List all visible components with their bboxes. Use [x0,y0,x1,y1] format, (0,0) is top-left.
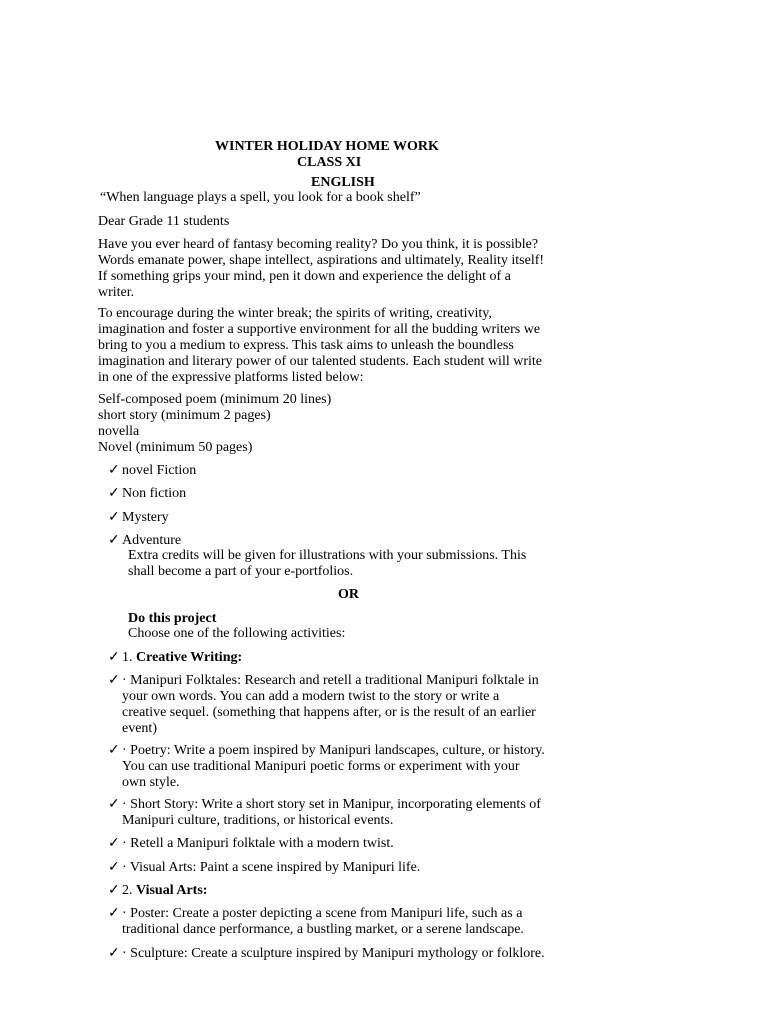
activity-line: event) [122,721,157,736]
check-icon: ✓ [108,797,120,812]
extra-credit-note [128,548,526,580]
project-heading: Do this project [128,611,217,626]
subject-heading: ENGLISH [311,175,375,190]
activity-text [122,797,552,829]
section-heading-creative-writing [108,650,242,666]
encourage-line: To encourage during the winter break; the spirits of writing, creativity, [98,306,492,321]
section-number: 2. [122,883,133,898]
activity-line: your own words. You can add a modern twist to the story or write a [122,689,500,704]
check-icon: ✓ [108,743,120,758]
activity-text [122,673,552,737]
activity-line: · Short Story: Write a short story set in Manipur, incorporating elements of [122,797,541,812]
platform-item: Self-composed poem (minimum 20 lines) [98,392,332,407]
activity-line: · Manipuri Folktales: Research and retell a traditional Manipuri folktale in [122,673,539,688]
quote: “When language plays a spell, you look for a book shelf” [100,190,421,205]
activity-line: · Poster: Create a poster depicting a scene from Manipuri life, such as a [122,906,523,921]
extra-credit-line: shall become a part of your e-portfolios. [128,564,354,579]
platform-item: novella [98,424,140,439]
encourage-line: bring to you a medium to express. This task aims to unleash the boundless [98,338,514,353]
activity-line: · Poetry: Write a poem inspired by Manipuri landscapes, culture, or history. [122,743,545,758]
or-divider: OR [338,587,359,602]
genre-label: novel Fiction [122,463,197,478]
activity-line: · Sculpture: Create a sculpture inspired by Manipuri mythology or folklore. [122,946,545,961]
check-icon: ✓ [108,906,120,921]
project-intro: Choose one of the following activities: [128,626,346,641]
intro-paragraph [98,237,544,301]
genre-item [108,533,181,549]
encourage-line: imagination and literary power of our talented students. Each student will write [98,354,542,369]
encourage-paragraph [98,306,542,386]
intro-line: If something grips your mind, pen it down and experience the delight of a [98,269,511,284]
genre-item [108,463,196,479]
activity-line: · Visual Arts: Paint a scene inspired by Manipuri life. [122,860,421,875]
class-label: CLASS XI [297,155,362,170]
activity-line: creative sequel. (something that happens after, or is the result of an earlier [122,705,536,720]
genre-label: Mystery [122,510,169,525]
genre-item [108,510,169,526]
check-icon: ✓ [108,463,120,478]
salutation: Dear Grade 11 students [98,214,230,229]
platform-item: short story (minimum 2 pages) [98,408,271,423]
check-icon: ✓ [108,650,120,665]
activity-line: · Retell a Manipuri folktale with a modern twist. [122,836,394,851]
platform-list [98,392,331,456]
page-title: WINTER HOLIDAY HOME WORK [215,139,439,154]
encourage-line: imagination and foster a supportive environment for all the budding writers we [98,322,541,337]
activity-text [122,906,552,938]
genre-label: Adventure [122,533,182,548]
genre-item [108,486,186,502]
check-icon: ✓ [108,486,120,501]
activity-line: Manipuri culture, traditions, or historical events. [122,813,394,828]
activity-line: You can use traditional Manipuri poetic forms or experiment with your [122,759,520,774]
intro-line: Words emanate power, shape intellect, aspirations and ultimately, Reality itself! [98,253,545,268]
check-icon: ✓ [108,883,120,898]
activity-line: traditional dance performance, a bustling market, or a serene landscape. [122,922,524,937]
check-icon: ✓ [108,946,120,961]
section-title: Creative Writing: [136,650,243,665]
section-heading-visual-arts [108,883,207,899]
intro-line: Have you ever heard of fantasy becoming reality? Do you think, it is possible? [98,237,539,252]
section-title: Visual Arts: [136,883,208,898]
check-icon: ✓ [108,673,120,688]
extra-credit-line: Extra credits will be given for illustrations with your submissions. This [128,548,527,563]
intro-line: writer. [98,285,135,300]
activity-text [122,946,552,962]
activity-text [122,860,552,876]
activity-text [122,743,552,791]
encourage-line: in one of the expressive platforms listed below: [98,370,364,385]
check-icon: ✓ [108,860,120,875]
check-icon: ✓ [108,510,120,525]
activity-line: own style. [122,775,180,790]
genre-label: Non fiction [122,486,187,501]
activity-text [122,836,552,852]
check-icon: ✓ [108,836,120,851]
section-number: 1. [122,650,133,665]
platform-item: Novel (minimum 50 pages) [98,440,253,455]
check-icon: ✓ [108,533,120,548]
